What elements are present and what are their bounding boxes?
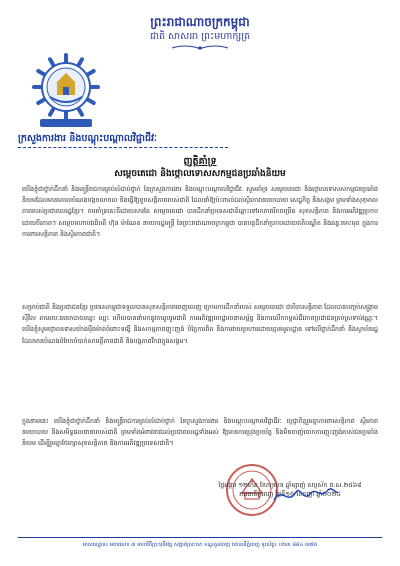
place-date-line: រាជធានីភ្នំពេញ ថ្ងៃទី១៥ ខែកញ្ញា ឆ្នាំ២០២៤ <box>239 491 341 498</box>
body-paragraph-3: ក្នុងនាមនេះ យើងខ្ញុំជាថ្នាក់ដឹកនាំ និងមន្ត្រីរាជការគ្រប់លំដាប់ថ្នាក់ នៃក្រសួងការងារ និងបណ្តុះបណ្តាលវិជ្ជាជីវៈ ប្តេជ្ញាចិត្តរួមគ្នាការពារសន្តិភាព ស្ថិរភាពនយោបាយ និងសមិទ្ធផលនានារបស់ជាតិ ព្រមទាំងអំពាវនាវដល់ប្រជាពលរដ្ឋទាំងអស់ ឱ្យមានការប្រុងប្រយ័ត្ន និងមិនចាញ់បោកការញុះញង់របស់ជនប្រឆាំងនិយម ដើម្បីរួមគ្នាថែរក្សាសុខសន្តិភាព និងការអភិវឌ្ឍប្រទេសជាតិ។ <box>22 418 378 448</box>
document-title: សម្តេចតេជោ និងថ្កោលទោសសកម្មជនប្រឆាំងនិយម <box>114 169 286 179</box>
kingdom-heading: ព្រះរាជាណាចក្រកម្ពុជា <box>150 15 250 29</box>
ministry-name: ក្រសួងការងារ និងបណ្តុះបណ្តាលវិជ្ជាជីវៈ <box>18 133 157 144</box>
date-line: ថ្ងៃអង្គារ ១២កើត ខែភទ្របទ ឆ្នាំម្សាញ់ សប្តស័ក ព.ស.២៥៦៨ <box>218 482 362 489</box>
national-motto: ជាតិ សាសនា ព្រះមហាក្សត្រ <box>149 31 251 42</box>
signature-icon <box>270 480 340 510</box>
footer-address: អាសយដ្ឋាន៖ អគារលេខ ៣ មហាវិថីព្រះមុនីវង្ស សង្កាត់ស្រះចក ខណ្ឌដូនពេញ រាជធានីភ្នំពេញ ទូរស័ព្ទ៖ ០២៣ ៨៨៤ ៣៧៥ <box>82 542 318 548</box>
ministry-logo-icon <box>28 47 104 131</box>
body-paragraph-2: សម្រាប់ជាតិ និងប្រជាជនខ្មែរ ប្រទេសកម្ពុជាទទួលបានសុខសន្តិភាពពេញលេញ ក្រោមការដឹកនាំរបស់ សម្តេចតេជោ ជាបិតាសន្តិភាព ដែលបានបញ្ចប់សង្គ្រាមស៊ីវិល តាមរយៈនយោបាយឈ្នះ ឈ្នះ ហើយបាននាំមកនូវការរួបរួមជាតិ ការអភិវឌ្ឍហេដ្ឋារចនាសម្ព័ន្ធ និងការលើកកម្ពស់ជីវភាពប្រជាជនគ្រប់ស្រទាប់វណ្ណៈ។ យើងខ្ញុំសូមថ្កោលទោសយ៉ាងម៉ឺងម៉ាត់ចំពោះទង្វើ និងសកម្មភាពញុះញង់ បំភ្លៃការពិត និងការវាយប្រហារដោយគ្មានមូលដ្ឋាន ទៅលើថ្នាក់ដឹកនាំ និងស្ថាប័នរដ្ឋ ដែលមានបំណងបំបែកបំបាក់សាមគ្គីភាពជាតិ និងបង្កភាពវឹកវរក្នុងសង្គម។ <box>22 304 378 345</box>
ornament-divider-icon <box>170 44 230 52</box>
ministry-underline <box>18 147 228 148</box>
footer-divider <box>18 537 382 538</box>
body-paragraph-1: យើងខ្ញុំជាថ្នាក់ដឹកនាំ និងមន្ត្រីរាជការគ្រប់លំដាប់ថ្នាក់ នៃក្រសួងការងារ និងបណ្តុះបណ្តាលវិជ្ជាជីវៈ សូមគាំទ្រ សម្តេចតេជោ និងថ្កោលទោសសកម្មជនប្រឆាំងនិយមដែលមានគោលបំណងបង្កចលាចល និងធ្វើឱ្យខូចសន្តិភាពរបស់ជាតិ ដែលនាំឱ្យប៉ះពាល់ដល់ស្ថិរភាពនយោបាយ សេដ្ឋកិច្ច និងសង្គម ព្រមទាំងសុខុមាលភាពរបស់ប្រជាពលរដ្ឋខ្មែរ។ ការគាំទ្រនេះគឺដោយសារតែ សម្តេចតេជោ បានដឹកនាំប្រទេសជាតិឆ្ពោះទៅរកភាពរីកចម្រើន សុខសន្តិភាព និងការអភិវឌ្ឍប្រកបដោយចីរភាព។ សម្តេចមហាបវរធិបតី ហ៊ុន ម៉ាណែត នាយករដ្ឋមន្ត្រី នៃព្រះរាជាណាចក្រកម្ពុជា បានបន្តដឹកនាំប្រកបដោយគតិបណ្ឌិត និងឆន្ទៈមោះមុត ក្នុងការការពារសន្តិភាព និងស្ថិរភាពជាតិ។ <box>22 186 378 238</box>
document-type: ញត្តិគាំទ្រ <box>183 156 217 167</box>
